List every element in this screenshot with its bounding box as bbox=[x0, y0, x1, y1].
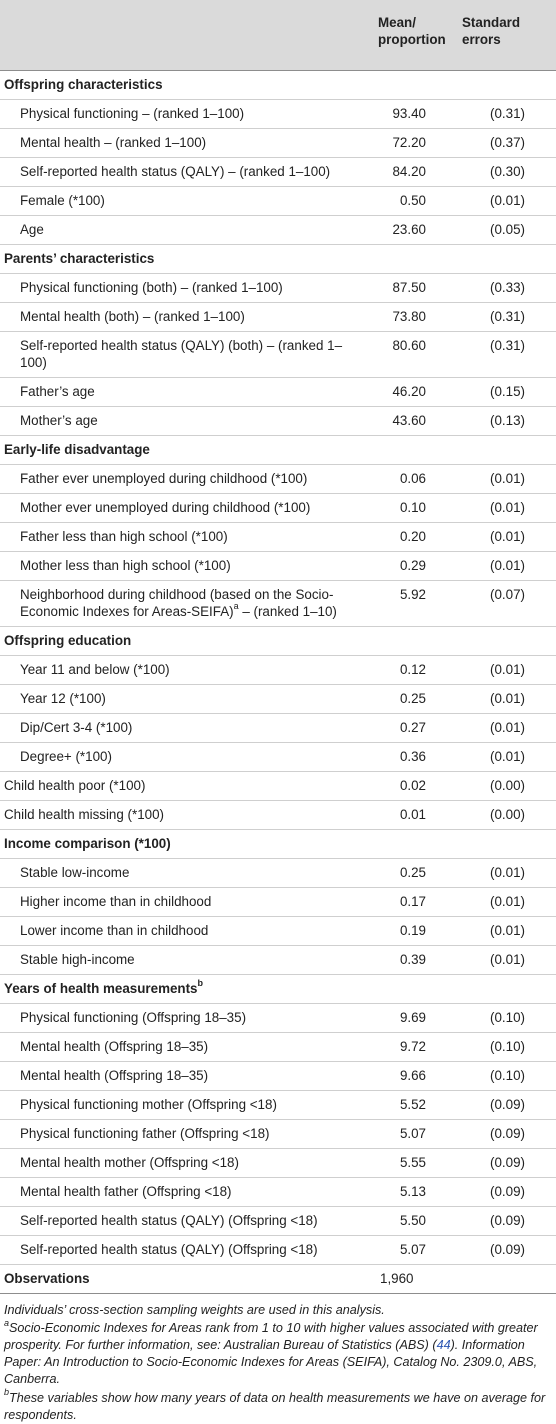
row-standard-error: (0.01) bbox=[460, 713, 556, 742]
row-standard-error: (0.37) bbox=[460, 128, 556, 157]
row-label-text: Self-reported health status (QALY) (both) – (ranked 1–100) bbox=[20, 337, 343, 370]
section-title bbox=[0, 626, 556, 655]
row-label-text: Year 11 and below (*100) bbox=[20, 661, 170, 677]
row-label bbox=[0, 771, 366, 800]
row-mean-value: 0.29 bbox=[366, 551, 460, 580]
row-label-text: Physical functioning mother (Offspring <18) bbox=[20, 1096, 277, 1112]
row-label-text: Mother ever unemployed during childhood (*100) bbox=[20, 499, 311, 515]
section-title-text: Income comparison (*100) bbox=[4, 835, 171, 851]
footnote-b-text: These variables show how many years of data on health measurements we have on average for respondents. bbox=[4, 1390, 546, 1422]
row-label bbox=[0, 916, 366, 945]
section-header-row bbox=[0, 829, 556, 858]
row-standard-error: (0.01) bbox=[460, 684, 556, 713]
header-se-line-1: Standard bbox=[462, 14, 521, 30]
table-row bbox=[0, 464, 556, 493]
row-label-text: Physical functioning – (ranked 1–100) bbox=[20, 105, 245, 121]
row-mean-value: 9.72 bbox=[366, 1032, 460, 1061]
row-label bbox=[0, 1148, 366, 1177]
header-se-line-2: errors bbox=[462, 31, 501, 47]
row-label-text: Self-reported health status (QALY) – (ranked 1–100) bbox=[20, 163, 331, 179]
row-mean-value: 5.55 bbox=[366, 1148, 460, 1177]
row-standard-error: (0.01) bbox=[460, 742, 556, 771]
table-row bbox=[0, 1061, 556, 1090]
table-row bbox=[0, 377, 556, 406]
row-label bbox=[0, 406, 366, 435]
row-label-text: Stable low-income bbox=[20, 864, 130, 880]
row-standard-error: (0.00) bbox=[460, 800, 556, 829]
row-mean-value: 5.13 bbox=[366, 1177, 460, 1206]
row-label-text: Year 12 (*100) bbox=[20, 690, 106, 706]
row-label bbox=[0, 493, 366, 522]
row-mean-value: 43.60 bbox=[366, 406, 460, 435]
section-title-text: Offspring education bbox=[4, 632, 132, 648]
row-label-text: Physical functioning (both) – (ranked 1–100) bbox=[20, 279, 283, 295]
row-label-text: Self-reported health status (QALY) (Offspring <18) bbox=[20, 1241, 318, 1257]
row-label bbox=[0, 945, 366, 974]
section-title-text: Early-life disadvantage bbox=[4, 441, 150, 457]
row-label bbox=[0, 655, 366, 684]
table-row bbox=[0, 273, 556, 302]
row-mean-value: 5.92 bbox=[366, 580, 460, 626]
row-label bbox=[0, 186, 366, 215]
row-label-text: Stable high-income bbox=[20, 951, 135, 967]
row-standard-error: (0.01) bbox=[460, 887, 556, 916]
observations-row bbox=[0, 1264, 556, 1293]
table-row bbox=[0, 713, 556, 742]
row-label bbox=[0, 1032, 366, 1061]
table-row bbox=[0, 1235, 556, 1264]
row-standard-error: (0.09) bbox=[460, 1206, 556, 1235]
row-mean-value: 0.01 bbox=[366, 800, 460, 829]
row-label-text: Mother less than high school (*100) bbox=[20, 557, 231, 573]
table-row bbox=[0, 916, 556, 945]
row-label-text: Father ever unemployed during childhood (*100) bbox=[20, 470, 308, 486]
row-label-text: Child health poor (*100) bbox=[4, 777, 146, 793]
row-standard-error: (0.01) bbox=[460, 916, 556, 945]
footnote-a-text-1: Socio-Economic Indexes for Areas rank from 1 to 10 with higher values associated with greater prosperity. For further information, see: Australian Bureau of Statistics (ABS) ( bbox=[4, 1320, 538, 1352]
row-mean-value: 5.52 bbox=[366, 1090, 460, 1119]
table-row bbox=[0, 157, 556, 186]
row-mean-value: 0.02 bbox=[366, 771, 460, 800]
row-label bbox=[0, 157, 366, 186]
row-mean-value: 84.20 bbox=[366, 157, 460, 186]
row-standard-error: (0.00) bbox=[460, 771, 556, 800]
section-header-row bbox=[0, 626, 556, 655]
observations-label: Observations bbox=[0, 1264, 366, 1293]
row-label-text: Mental health mother (Offspring <18) bbox=[20, 1154, 239, 1170]
row-label bbox=[0, 800, 366, 829]
footnote-marker: a bbox=[233, 601, 239, 612]
footnote-a-text-2: ). Information Paper: An Introduction to Socio-Economic Indexes for Areas (SEIFA), Catalog No. 2309.0, ABS, Canberra. bbox=[4, 1337, 538, 1387]
row-standard-error: (0.07) bbox=[460, 580, 556, 626]
observations-se bbox=[460, 1264, 556, 1293]
section-title-text: Parents’ characteristics bbox=[4, 250, 155, 266]
table-row bbox=[0, 742, 556, 771]
section-title bbox=[0, 244, 556, 273]
footnote-weights-text: Individuals’ cross-section sampling weights are used in this analysis. bbox=[4, 1302, 385, 1317]
table-row bbox=[0, 1177, 556, 1206]
table-row bbox=[0, 945, 556, 974]
footnote-b-marker: b bbox=[4, 1387, 10, 1398]
row-standard-error: (0.31) bbox=[460, 99, 556, 128]
table-row bbox=[0, 655, 556, 684]
row-standard-error: (0.01) bbox=[460, 551, 556, 580]
section-title-text: Years of health measurements bbox=[4, 980, 198, 996]
table-row bbox=[0, 580, 556, 626]
row-standard-error: (0.31) bbox=[460, 302, 556, 331]
row-standard-error: (0.09) bbox=[460, 1119, 556, 1148]
table-row bbox=[0, 215, 556, 244]
row-label-text: Father less than high school (*100) bbox=[20, 528, 228, 544]
header-standard-errors bbox=[460, 0, 556, 70]
row-label-text: Neighborhood during childhood (based on the Socio-Economic Indexes for Areas-SEIFA) bbox=[20, 586, 334, 619]
row-label-text: Lower income than in childhood bbox=[20, 922, 209, 938]
row-mean-value: 0.36 bbox=[366, 742, 460, 771]
row-mean-value: 0.39 bbox=[366, 945, 460, 974]
row-mean-value: 0.17 bbox=[366, 887, 460, 916]
row-label bbox=[0, 331, 366, 377]
row-mean-value: 9.66 bbox=[366, 1061, 460, 1090]
footnote-marker: b bbox=[197, 978, 204, 989]
row-label bbox=[0, 1061, 366, 1090]
row-mean-value: 0.10 bbox=[366, 493, 460, 522]
table-row bbox=[0, 99, 556, 128]
table-row bbox=[0, 858, 556, 887]
row-standard-error: (0.09) bbox=[460, 1177, 556, 1206]
table-header-row bbox=[0, 0, 556, 70]
row-mean-value: 9.69 bbox=[366, 1003, 460, 1032]
row-label-text: Higher income than in childhood bbox=[20, 893, 212, 909]
table-row bbox=[0, 1148, 556, 1177]
header-mean-line-2: proportion bbox=[378, 31, 446, 47]
row-label-text: Father’s age bbox=[20, 383, 95, 399]
row-label bbox=[0, 464, 366, 493]
row-mean-value: 5.07 bbox=[366, 1119, 460, 1148]
footnote-a bbox=[4, 1317, 552, 1389]
row-standard-error: (0.15) bbox=[460, 377, 556, 406]
row-mean-value: 5.07 bbox=[366, 1235, 460, 1264]
row-standard-error: (0.01) bbox=[460, 464, 556, 493]
row-label-text: Degree+ (*100) bbox=[20, 748, 112, 764]
row-standard-error: (0.09) bbox=[460, 1235, 556, 1264]
row-mean-value: 0.20 bbox=[366, 522, 460, 551]
table-row bbox=[0, 800, 556, 829]
row-standard-error: (0.01) bbox=[460, 493, 556, 522]
section-title bbox=[0, 829, 556, 858]
header-mean-line-1: Mean/ bbox=[378, 14, 416, 30]
header-variable-cell bbox=[0, 0, 366, 70]
row-standard-error: (0.01) bbox=[460, 858, 556, 887]
section-header-row bbox=[0, 435, 556, 464]
section-title bbox=[0, 974, 556, 1003]
row-label-text: Child health missing (*100) bbox=[4, 806, 165, 822]
table-footnotes bbox=[0, 1294, 556, 1424]
section-header-row bbox=[0, 70, 556, 99]
row-standard-error: (0.09) bbox=[460, 1148, 556, 1177]
table-row bbox=[0, 1119, 556, 1148]
row-standard-error: (0.33) bbox=[460, 273, 556, 302]
row-label bbox=[0, 128, 366, 157]
table-row bbox=[0, 406, 556, 435]
table-row bbox=[0, 1206, 556, 1235]
section-header-row bbox=[0, 244, 556, 273]
reference-link-44[interactable]: 44 bbox=[436, 1337, 451, 1352]
section-title bbox=[0, 435, 556, 464]
row-label bbox=[0, 215, 366, 244]
row-label bbox=[0, 99, 366, 128]
row-label-text: Mental health (Offspring 18–35) bbox=[20, 1067, 209, 1083]
table-row bbox=[0, 771, 556, 800]
row-label-text: Mental health (both) – (ranked 1–100) bbox=[20, 308, 245, 324]
footnote-b bbox=[4, 1387, 552, 1424]
row-mean-value: 0.06 bbox=[366, 464, 460, 493]
row-standard-error: (0.01) bbox=[460, 945, 556, 974]
row-standard-error: (0.01) bbox=[460, 522, 556, 551]
row-label-text: Mental health – (ranked 1–100) bbox=[20, 134, 207, 150]
header-mean-proportion bbox=[366, 0, 460, 70]
table-row bbox=[0, 684, 556, 713]
row-standard-error: (0.31) bbox=[460, 331, 556, 377]
row-label-text: Mental health (Offspring 18–35) bbox=[20, 1038, 209, 1054]
row-label bbox=[0, 887, 366, 916]
row-label bbox=[0, 1235, 366, 1264]
row-label-tail: – (ranked 1–10) bbox=[238, 603, 337, 619]
row-standard-error: (0.10) bbox=[460, 1032, 556, 1061]
row-label-text: Self-reported health status (QALY) (Offspring <18) bbox=[20, 1212, 318, 1228]
row-label-text: Age bbox=[20, 221, 44, 237]
table-row bbox=[0, 493, 556, 522]
row-label bbox=[0, 1090, 366, 1119]
row-standard-error: (0.10) bbox=[460, 1003, 556, 1032]
row-standard-error: (0.13) bbox=[460, 406, 556, 435]
row-standard-error: (0.30) bbox=[460, 157, 556, 186]
row-label-text: Physical functioning father (Offspring <18) bbox=[20, 1125, 270, 1141]
row-label bbox=[0, 377, 366, 406]
row-label-text: Physical functioning (Offspring 18–35) bbox=[20, 1009, 247, 1025]
table-row bbox=[0, 522, 556, 551]
row-label bbox=[0, 684, 366, 713]
row-label bbox=[0, 713, 366, 742]
row-standard-error: (0.05) bbox=[460, 215, 556, 244]
table-row bbox=[0, 186, 556, 215]
footnote-weights bbox=[4, 1302, 552, 1319]
row-mean-value: 46.20 bbox=[366, 377, 460, 406]
row-mean-value: 5.50 bbox=[366, 1206, 460, 1235]
row-standard-error: (0.09) bbox=[460, 1090, 556, 1119]
row-label bbox=[0, 273, 366, 302]
row-mean-value: 0.50 bbox=[366, 186, 460, 215]
row-label-text: Mother’s age bbox=[20, 412, 98, 428]
row-label bbox=[0, 1177, 366, 1206]
row-mean-value: 0.12 bbox=[366, 655, 460, 684]
row-label-text: Mental health father (Offspring <18) bbox=[20, 1183, 232, 1199]
table-row bbox=[0, 128, 556, 157]
row-label bbox=[0, 1003, 366, 1032]
row-label bbox=[0, 522, 366, 551]
section-header-row bbox=[0, 974, 556, 1003]
row-mean-value: 93.40 bbox=[366, 99, 460, 128]
row-label bbox=[0, 551, 366, 580]
section-title-text: Offspring characteristics bbox=[4, 76, 163, 92]
row-mean-value: 0.19 bbox=[366, 916, 460, 945]
section-title bbox=[0, 70, 556, 99]
table-row bbox=[0, 887, 556, 916]
row-label bbox=[0, 302, 366, 331]
row-mean-value: 0.25 bbox=[366, 858, 460, 887]
row-mean-value: 72.20 bbox=[366, 128, 460, 157]
table-row bbox=[0, 1003, 556, 1032]
row-label bbox=[0, 1206, 366, 1235]
table-row bbox=[0, 331, 556, 377]
table-row bbox=[0, 551, 556, 580]
table-body bbox=[0, 70, 556, 1293]
row-mean-value: 0.27 bbox=[366, 713, 460, 742]
row-label-text: Female (*100) bbox=[20, 192, 105, 208]
row-mean-value: 0.25 bbox=[366, 684, 460, 713]
table-row bbox=[0, 1090, 556, 1119]
row-standard-error: (0.01) bbox=[460, 186, 556, 215]
observations-count: 1,960 bbox=[366, 1264, 460, 1293]
row-label bbox=[0, 742, 366, 771]
row-standard-error: (0.01) bbox=[460, 655, 556, 684]
row-standard-error: (0.10) bbox=[460, 1061, 556, 1090]
row-mean-value: 73.80 bbox=[366, 302, 460, 331]
table-row bbox=[0, 302, 556, 331]
row-mean-value: 23.60 bbox=[366, 215, 460, 244]
row-label-text: Dip/Cert 3-4 (*100) bbox=[20, 719, 133, 735]
row-mean-value: 80.60 bbox=[366, 331, 460, 377]
row-label bbox=[0, 1119, 366, 1148]
row-label bbox=[0, 580, 366, 626]
table-row bbox=[0, 1032, 556, 1061]
row-mean-value: 87.50 bbox=[366, 273, 460, 302]
footnote-a-marker: a bbox=[4, 1317, 10, 1328]
row-label bbox=[0, 858, 366, 887]
